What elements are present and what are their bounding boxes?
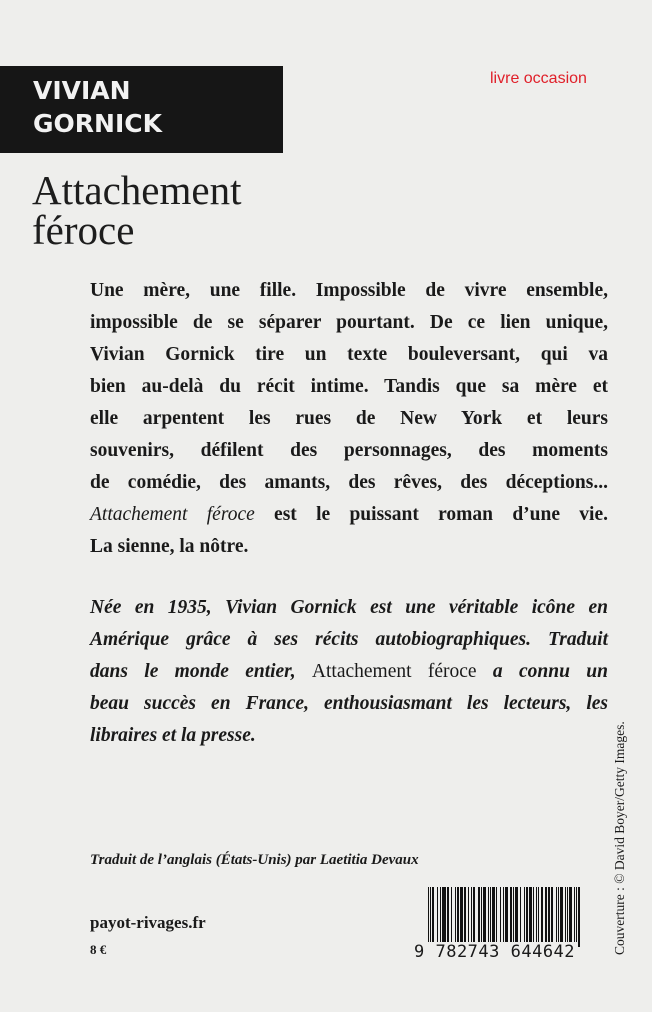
bio-line: Amérique grâce à ses récits autobiographiques. Traduit xyxy=(90,629,608,650)
bio-text: a connu un xyxy=(476,661,608,682)
barcode-bar xyxy=(481,887,482,947)
barcode-bar xyxy=(437,887,438,947)
barcode-bar xyxy=(432,887,434,947)
barcode-bar xyxy=(574,887,575,947)
barcode-bar xyxy=(551,887,553,947)
barcode-bar xyxy=(560,887,563,947)
barcode-bar xyxy=(503,887,504,947)
barcode-bar xyxy=(488,887,489,947)
bio-line xyxy=(90,660,608,684)
isbn-number: 9 782743 644642 xyxy=(414,942,576,962)
barcode-bar xyxy=(510,887,512,947)
author-box xyxy=(0,66,283,153)
blurb-line: Une mère, une fille. Impossible de vivre ensemble, xyxy=(90,280,608,301)
blurb-line: bien au-delà du récit intime. Tandis que sa mère et xyxy=(90,376,608,397)
blurb-line: impossible de se séparer pourtant. De ce lien unique, xyxy=(90,312,608,333)
barcode-bar xyxy=(442,887,445,947)
barcode-bar xyxy=(447,887,449,947)
barcode-bar xyxy=(460,887,463,947)
barcode-bar xyxy=(558,887,559,947)
barcode-bar xyxy=(515,887,517,947)
blurb-line: de comédie, des amants, des rêves, des déceptions... xyxy=(90,472,608,493)
barcode-bar xyxy=(464,887,465,947)
barcode-bar xyxy=(496,887,497,947)
author-first-name: VIVIAN xyxy=(33,76,131,105)
barcode-bar xyxy=(533,887,534,947)
barcode-bar xyxy=(468,887,469,947)
barcode-bar xyxy=(473,887,475,947)
barcode-bar xyxy=(529,887,532,947)
bio-text: dans le monde entier, xyxy=(90,661,312,682)
price: 8 € xyxy=(90,942,107,957)
barcode-bar xyxy=(490,887,491,947)
translator-credit: Traduit de l’anglais (États-Unis) par Laetitia Devaux xyxy=(90,852,419,868)
book-title-line-1: Attachement xyxy=(32,167,242,213)
isbn-barcode xyxy=(428,887,582,947)
blurb-line: elle arpentent les rues de New York et leurs xyxy=(90,408,608,429)
barcode-bar xyxy=(526,887,528,947)
barcode-bar xyxy=(455,887,456,947)
barcode-bar xyxy=(536,887,537,947)
barcode-bar xyxy=(471,887,472,947)
barcode-bar xyxy=(500,887,501,947)
barcode-bar xyxy=(428,887,429,947)
barcode-bar xyxy=(440,887,441,947)
barcode-bar xyxy=(541,887,543,947)
barcode-bar xyxy=(524,887,525,947)
blurb-line: Vivian Gornick tire un texte bouleversant, qui va xyxy=(90,344,608,365)
author-last-name: GORNICK xyxy=(33,109,162,138)
barcode-bar xyxy=(545,887,546,947)
barcode-bar xyxy=(457,887,459,947)
barcode-bar xyxy=(569,887,571,947)
barcode-bar xyxy=(492,887,494,947)
barcode-bar xyxy=(565,887,566,947)
blurb-line: souvenirs, défilent des personnages, des moments xyxy=(90,440,608,461)
barcode-bar xyxy=(556,887,557,947)
barcode-bar xyxy=(430,887,431,947)
used-book-label: livre occasion xyxy=(490,70,587,87)
bio-title: Attachement féroce xyxy=(311,661,477,682)
blurb-title-italic: Attachement féroce xyxy=(90,504,255,525)
barcode-bar xyxy=(520,887,521,947)
barcode-bar xyxy=(576,887,577,947)
barcode-bar xyxy=(505,887,508,947)
barcode-bar xyxy=(538,887,539,947)
barcode-bar xyxy=(451,887,452,947)
bio-line: libraires et la presse. xyxy=(90,725,256,746)
publisher-website: payot-rivages.fr xyxy=(90,913,206,932)
book-title-line-2: féroce xyxy=(32,207,135,253)
barcode-bar xyxy=(483,887,486,947)
bio-line: beau succès en France, enthousiasmant les lecteurs, les xyxy=(90,693,608,714)
barcode-bar xyxy=(478,887,480,947)
barcode-bar xyxy=(548,887,550,947)
blurb-line: La sienne, la nôtre. xyxy=(90,536,249,557)
barcode-bar xyxy=(578,887,580,947)
barcode-bar xyxy=(513,887,514,947)
cover-photo-credit: Couverture : © David Boyer/Getty Images. xyxy=(612,721,627,955)
blurb-line-rest: est le puissant roman d’une vie. xyxy=(254,504,608,525)
bio-line: Née en 1935, Vivian Gornick est une véritable icône en xyxy=(90,597,608,618)
barcode-bar xyxy=(567,887,568,947)
blurb-line xyxy=(90,503,608,527)
